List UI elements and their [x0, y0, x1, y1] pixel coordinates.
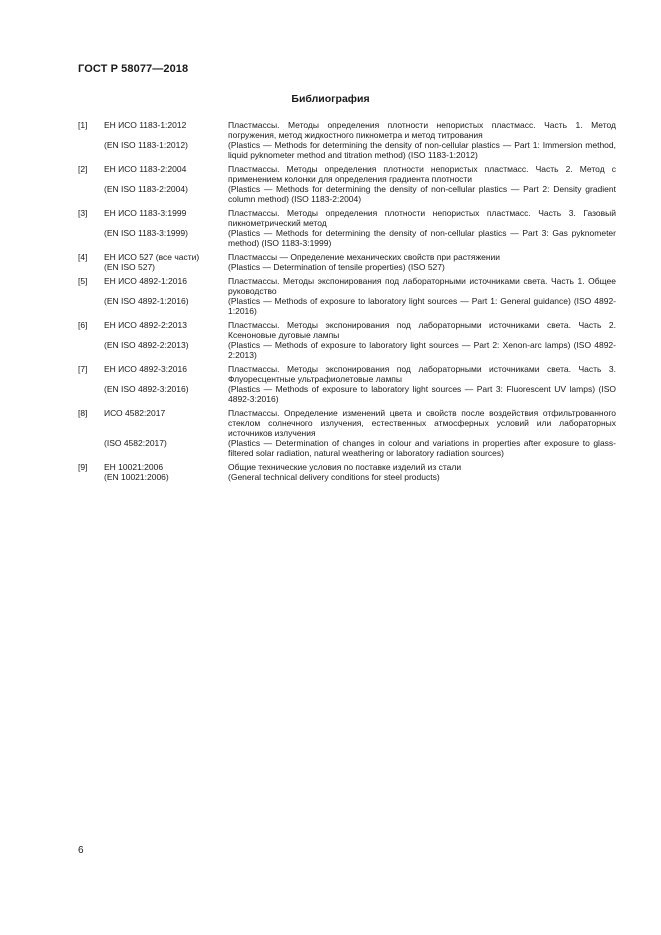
- bibliography-entry: [78, 252, 616, 272]
- entry-description: Общие технические условия по поставке изделий из стали: [228, 462, 462, 472]
- entry-code-en: (EN ISO 4892-2:2013): [104, 340, 189, 350]
- entry-number: [1]: [78, 120, 88, 130]
- entry-code: ЕН ИСО 4892-1:2016: [104, 276, 187, 286]
- bibliography-title: Библиография: [291, 93, 370, 105]
- entry-description: Пластмассы. Определение изменений цвета и свойств после воздействия отфильтрованного стеклом солнечного излучения, естественных атмосферных условий или лабораторных источников излучения: [228, 408, 616, 438]
- entry-code-en: (EN ISO 4892-3:2016): [104, 384, 189, 394]
- entry-description-en: (Plastics — Determination of changes in colour and variations in properties after exposure to glass-filtered solar radiation, natural weathering or laboratory radiation sources): [228, 438, 616, 458]
- entry-description-en: (Plastics — Methods of exposure to laboratory light sources — Part 1: General guidance) (ISO 4892-1:2016): [228, 296, 616, 316]
- entry-description-en: (Plastics — Methods of exposure to laboratory light sources — Part 3: Fluorescent UV lamps) (ISO 4892-3:2016): [228, 384, 616, 404]
- bibliography-entry: [78, 408, 616, 458]
- bibliography-entry: [78, 208, 616, 248]
- entry-description: Пластмассы. Методы определения плотности непористых пластмасс. Часть 1. Метод погружения, метод жидкостного пикнометра и метод титрования: [228, 120, 616, 140]
- bibliography-entry: [78, 364, 616, 404]
- entry-number: [2]: [78, 164, 88, 174]
- entry-code-en: (EN ISO 4892-1:2016): [104, 296, 189, 306]
- bibliography-list: [78, 120, 616, 486]
- entry-code-en: (EN ISO 1183-2:2004): [104, 184, 188, 194]
- entry-code-en: (EN ISO 1183-3:1999): [104, 228, 188, 238]
- entry-number: [8]: [78, 408, 88, 418]
- entry-description-en: (Plastics — Methods for determining the density of non-cellular plastics — Part 1: Immersion method, liquid pyknometer method and titration method) (ISO 1183-1:2012): [228, 140, 616, 160]
- entry-code: ЕН ИСО 1183-1:2012: [104, 120, 187, 130]
- entry-number: [4]: [78, 252, 88, 262]
- page-number: 6: [78, 845, 84, 856]
- bibliography-entry: [78, 276, 616, 316]
- entry-code: ЕН ИСО 1183-3:1999: [104, 208, 187, 218]
- entry-description-en: (General technical delivery conditions for steel products): [228, 472, 440, 482]
- entry-code: ЕН ИСО 527 (все части): [104, 252, 200, 262]
- entry-number: [5]: [78, 276, 88, 286]
- entry-code: ЕН ИСО 4892-2:2013: [104, 320, 187, 330]
- entry-number: [6]: [78, 320, 88, 330]
- bibliography-entry: [78, 164, 616, 204]
- entry-number: [7]: [78, 364, 88, 374]
- entry-number: [9]: [78, 462, 88, 472]
- entry-code: ИСО 4582:2017: [104, 408, 166, 418]
- entry-description: Пластмассы. Методы экспонирования под лабораторными источниками света. Часть 3. Флуоресцентные ультрафиолетовые лампы: [228, 364, 616, 384]
- entry-code-en: (EN ISO 527): [104, 262, 156, 272]
- entry-description-en: (Plastics — Methods for determining the density of non-cellular plastics — Part 3: Gas pyknometer method) (ISO 1183-3:1999): [228, 228, 616, 248]
- entry-description-en: (Plastics — Determination of tensile properties) (ISO 527): [228, 262, 445, 272]
- bibliography-entry: [78, 120, 616, 160]
- entry-code: ЕН ИСО 4892-3:2016: [104, 364, 187, 374]
- entry-description: Пластмассы. Методы экспонирования под лабораторными источниками света. Часть 1. Общее руководство: [228, 276, 616, 296]
- entry-code-en: (ISO 4582:2017): [104, 438, 167, 448]
- entry-code-en: (EN ISO 1183-1:2012): [104, 140, 188, 150]
- entry-description: Пластмассы. Методы определения плотности непористых пластмасс. Часть 2. Метод с применением колонки для определения градиента плотности: [228, 164, 616, 184]
- entry-code: ЕН ИСО 1183-2:2004: [104, 164, 187, 174]
- document-id: ГОСТ Р 58077—2018: [78, 63, 189, 75]
- entry-description: Пластмассы. Методы определения плотности непористых пластмасс. Часть 3. Газовый пикнометрический метод: [228, 208, 616, 228]
- entry-description: Пластмассы — Определение механических свойств при растяжении: [228, 252, 501, 262]
- entry-code-en: (EN 10021:2006): [104, 472, 169, 482]
- bibliography-entry: [78, 320, 616, 360]
- entry-number: [3]: [78, 208, 88, 218]
- entry-description-en: (Plastics — Methods for determining the density of non-cellular plastics — Part 2: Density gradient column method) (ISO 1183-2:2004): [228, 184, 616, 204]
- entry-description: Пластмассы. Методы экспонирования под лабораторными источниками света. Часть 2. Ксеноновые дуговые лампы: [228, 320, 616, 340]
- entry-description-en: (Plastics — Methods of exposure to laboratory light sources — Part 2: Xenon-arc lamps) (ISO 4892-2:2013): [228, 340, 616, 360]
- entry-code: ЕН 10021:2006: [104, 462, 164, 472]
- bibliography-entry: [78, 462, 616, 482]
